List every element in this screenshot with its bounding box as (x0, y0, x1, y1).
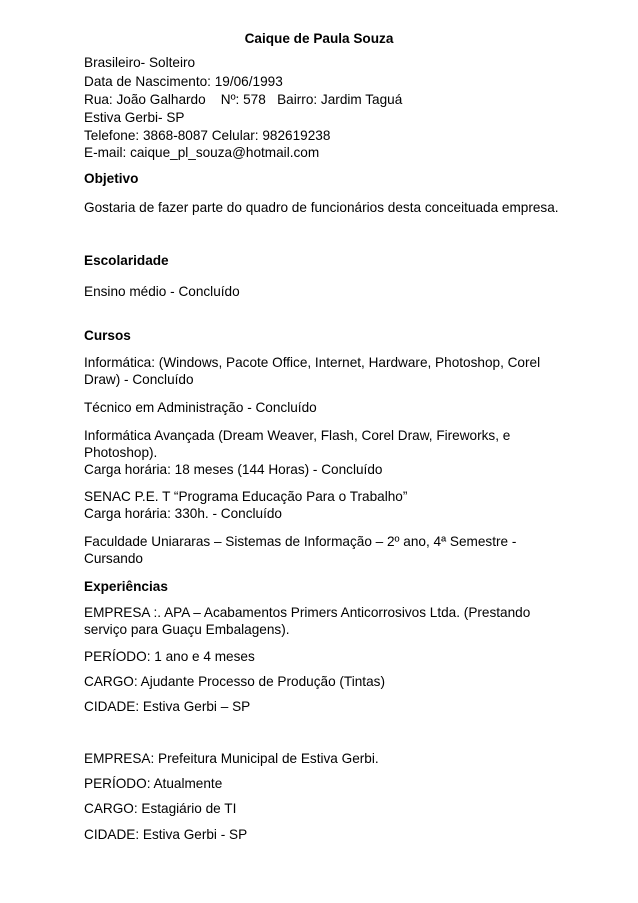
objective-text: Gostaria de fazer parte do quadro de funcionários desta conceituada empresa. (84, 200, 559, 215)
experience-heading: Experiências (84, 579, 168, 594)
page-title: Caique de Paula Souza (244, 31, 394, 46)
address: Rua: João Galhardo Nº: 578 Bairro: Jardim Taguá (84, 92, 403, 107)
phones: Telefone: 3868-8087 Celular: 982619238 (84, 128, 331, 143)
job-1-role: CARGO: Ajudante Processo de Produção (Tintas) (84, 674, 385, 689)
job-2-period: PERÍODO: Atualmente (84, 776, 223, 791)
courses-heading: Cursos (84, 328, 131, 343)
job-2-city: CIDADE: Estiva Gerbi - SP (84, 827, 248, 842)
course-4-line-2: Carga horária: 330h. - Concluído (84, 506, 282, 521)
job-1-period: PERÍODO: 1 ano e 4 meses (84, 649, 255, 664)
job-2-role: CARGO: Estagiário de TI (84, 801, 237, 816)
education-text: Ensino médio - Concluído (84, 284, 240, 299)
birth-date: Data de Nascimento: 19/06/1993 (84, 74, 283, 89)
email: E-mail: caique_pl_souza@hotmail.com (84, 145, 320, 160)
course-3-line-2: Photoshop). (84, 445, 158, 460)
job-1-company-line-2: serviço para Guaçu Embalagens). (84, 622, 290, 637)
course-1-line-2: Draw) - Concluído (84, 372, 194, 387)
course-2: Técnico em Administração - Concluído (84, 400, 317, 415)
course-5-line-1: Faculdade Uniararas – Sistemas de Informação – 2º ano, 4ª Semestre - (84, 534, 517, 549)
city-state: Estiva Gerbi- SP (84, 110, 185, 125)
course-3-line-1: Informática Avançada (Dream Weaver, Flash, Corel Draw, Fireworks, e (84, 428, 511, 443)
nationality-status: Brasileiro- Solteiro (84, 55, 196, 70)
job-2-company: EMPRESA: Prefeitura Municipal de Estiva Gerbi. (84, 751, 379, 766)
education-heading: Escolaridade (84, 253, 169, 268)
job-1-company-line-1: EMPRESA :. APA – Acabamentos Primers Anticorrosivos Ltda. (Prestando (84, 605, 531, 620)
course-3-line-3: Carga horária: 18 meses (144 Horas) - Concluído (84, 462, 383, 477)
objective-heading: Objetivo (84, 171, 139, 186)
course-1-line-1: Informática: (Windows, Pacote Office, Internet, Hardware, Photoshop, Corel (84, 355, 541, 370)
course-4-line-1: SENAC P.E. T “Programa Educação Para o Trabalho” (84, 489, 408, 504)
job-1-city: CIDADE: Estiva Gerbi – SP (84, 699, 251, 714)
course-5-line-2: Cursando (84, 551, 143, 566)
